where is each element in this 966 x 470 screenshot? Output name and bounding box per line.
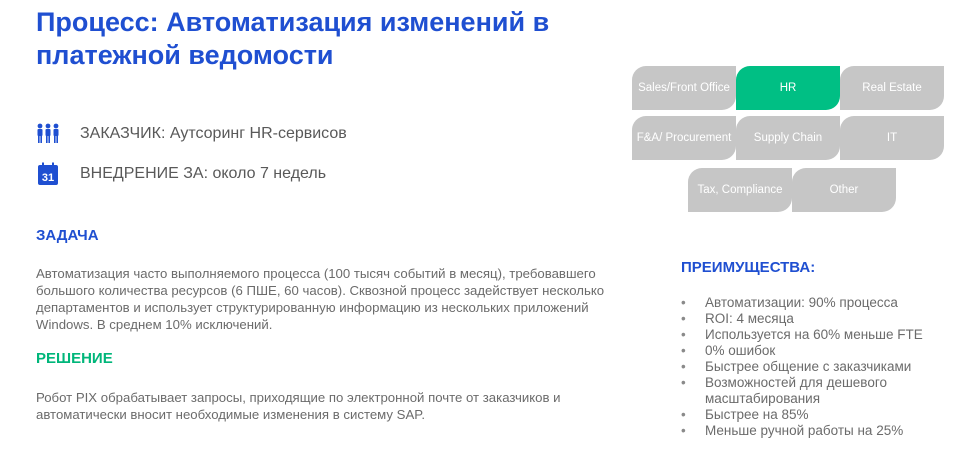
tile-hr bbox=[736, 66, 840, 110]
tile-label: F&A/ Procurement bbox=[636, 131, 732, 144]
benefit-item: • Быстрее общение с заказчиками bbox=[681, 359, 961, 375]
benefit-item: • Используется на 60% меньше FTE bbox=[681, 327, 961, 343]
tile-tax-compliance bbox=[688, 168, 792, 212]
tile-it bbox=[840, 116, 944, 160]
tile-supply-chain bbox=[736, 116, 840, 160]
benefit-item: • 0% ошибок bbox=[681, 343, 961, 359]
benefit-item: • Меньше ручной работы на 25% bbox=[681, 423, 961, 439]
people-group-icon bbox=[36, 122, 60, 146]
tile-label: HR bbox=[779, 81, 797, 94]
implementation-row bbox=[36, 162, 326, 186]
tile-label: Supply Chain bbox=[753, 131, 823, 144]
customer-row bbox=[36, 122, 347, 146]
tile-label: Real Estate bbox=[862, 81, 922, 94]
tile-sales-front-office bbox=[632, 66, 736, 110]
benefit-item: • Быстрее на 85% bbox=[681, 407, 961, 423]
tile-label: Sales/Front Office bbox=[638, 81, 730, 94]
calendar-icon bbox=[36, 162, 60, 186]
implementation-text: ВНЕДРЕНИЕ ЗА: около 7 недель bbox=[80, 165, 327, 182]
solution-text: Робот PIX обрабатывает запросы, приходящие по электронной почте от заказчиков и автоматически вносит необходимые изменения в систему SAP. bbox=[36, 390, 561, 422]
benefit-item: • Автоматизации: 90% процесса bbox=[681, 295, 961, 311]
tile-other bbox=[792, 168, 896, 212]
tile-real-estate bbox=[840, 66, 944, 110]
solution-heading: РЕШЕНИЕ bbox=[36, 350, 113, 367]
tile-label: Other bbox=[829, 183, 859, 196]
benefits-list bbox=[681, 295, 961, 439]
benefit-item: • Возможностей для дешевого масштабирования bbox=[681, 375, 961, 407]
benefits-heading: ПРЕИМУЩЕСТВА: bbox=[681, 259, 816, 276]
page-title: Процесс: Автоматизация изменений в платежной ведомости bbox=[36, 7, 550, 70]
tile-label: Tax, Compliance bbox=[697, 183, 783, 196]
tile-label: IT bbox=[886, 131, 898, 144]
benefit-item: • ROI: 4 месяца bbox=[681, 311, 961, 327]
calendar-day: 31 bbox=[41, 172, 55, 184]
customer-text: ЗАКАЗЧИК: Аутсоринг HR-сервисов bbox=[80, 125, 347, 142]
task-text: Автоматизация часто выполняемого процесса (100 тысяч событий в месяц), требовавшего большого количества ресурсов (6 ПШЕ, 60 часов). Сквозной процесс задействует несколько департаментов и использует структурированную информацию из нескольких приложений Windows. В среднем 10% исключений. bbox=[36, 266, 605, 332]
task-heading: ЗАДАЧА bbox=[36, 227, 99, 244]
tile-fa-procurement bbox=[632, 116, 736, 160]
